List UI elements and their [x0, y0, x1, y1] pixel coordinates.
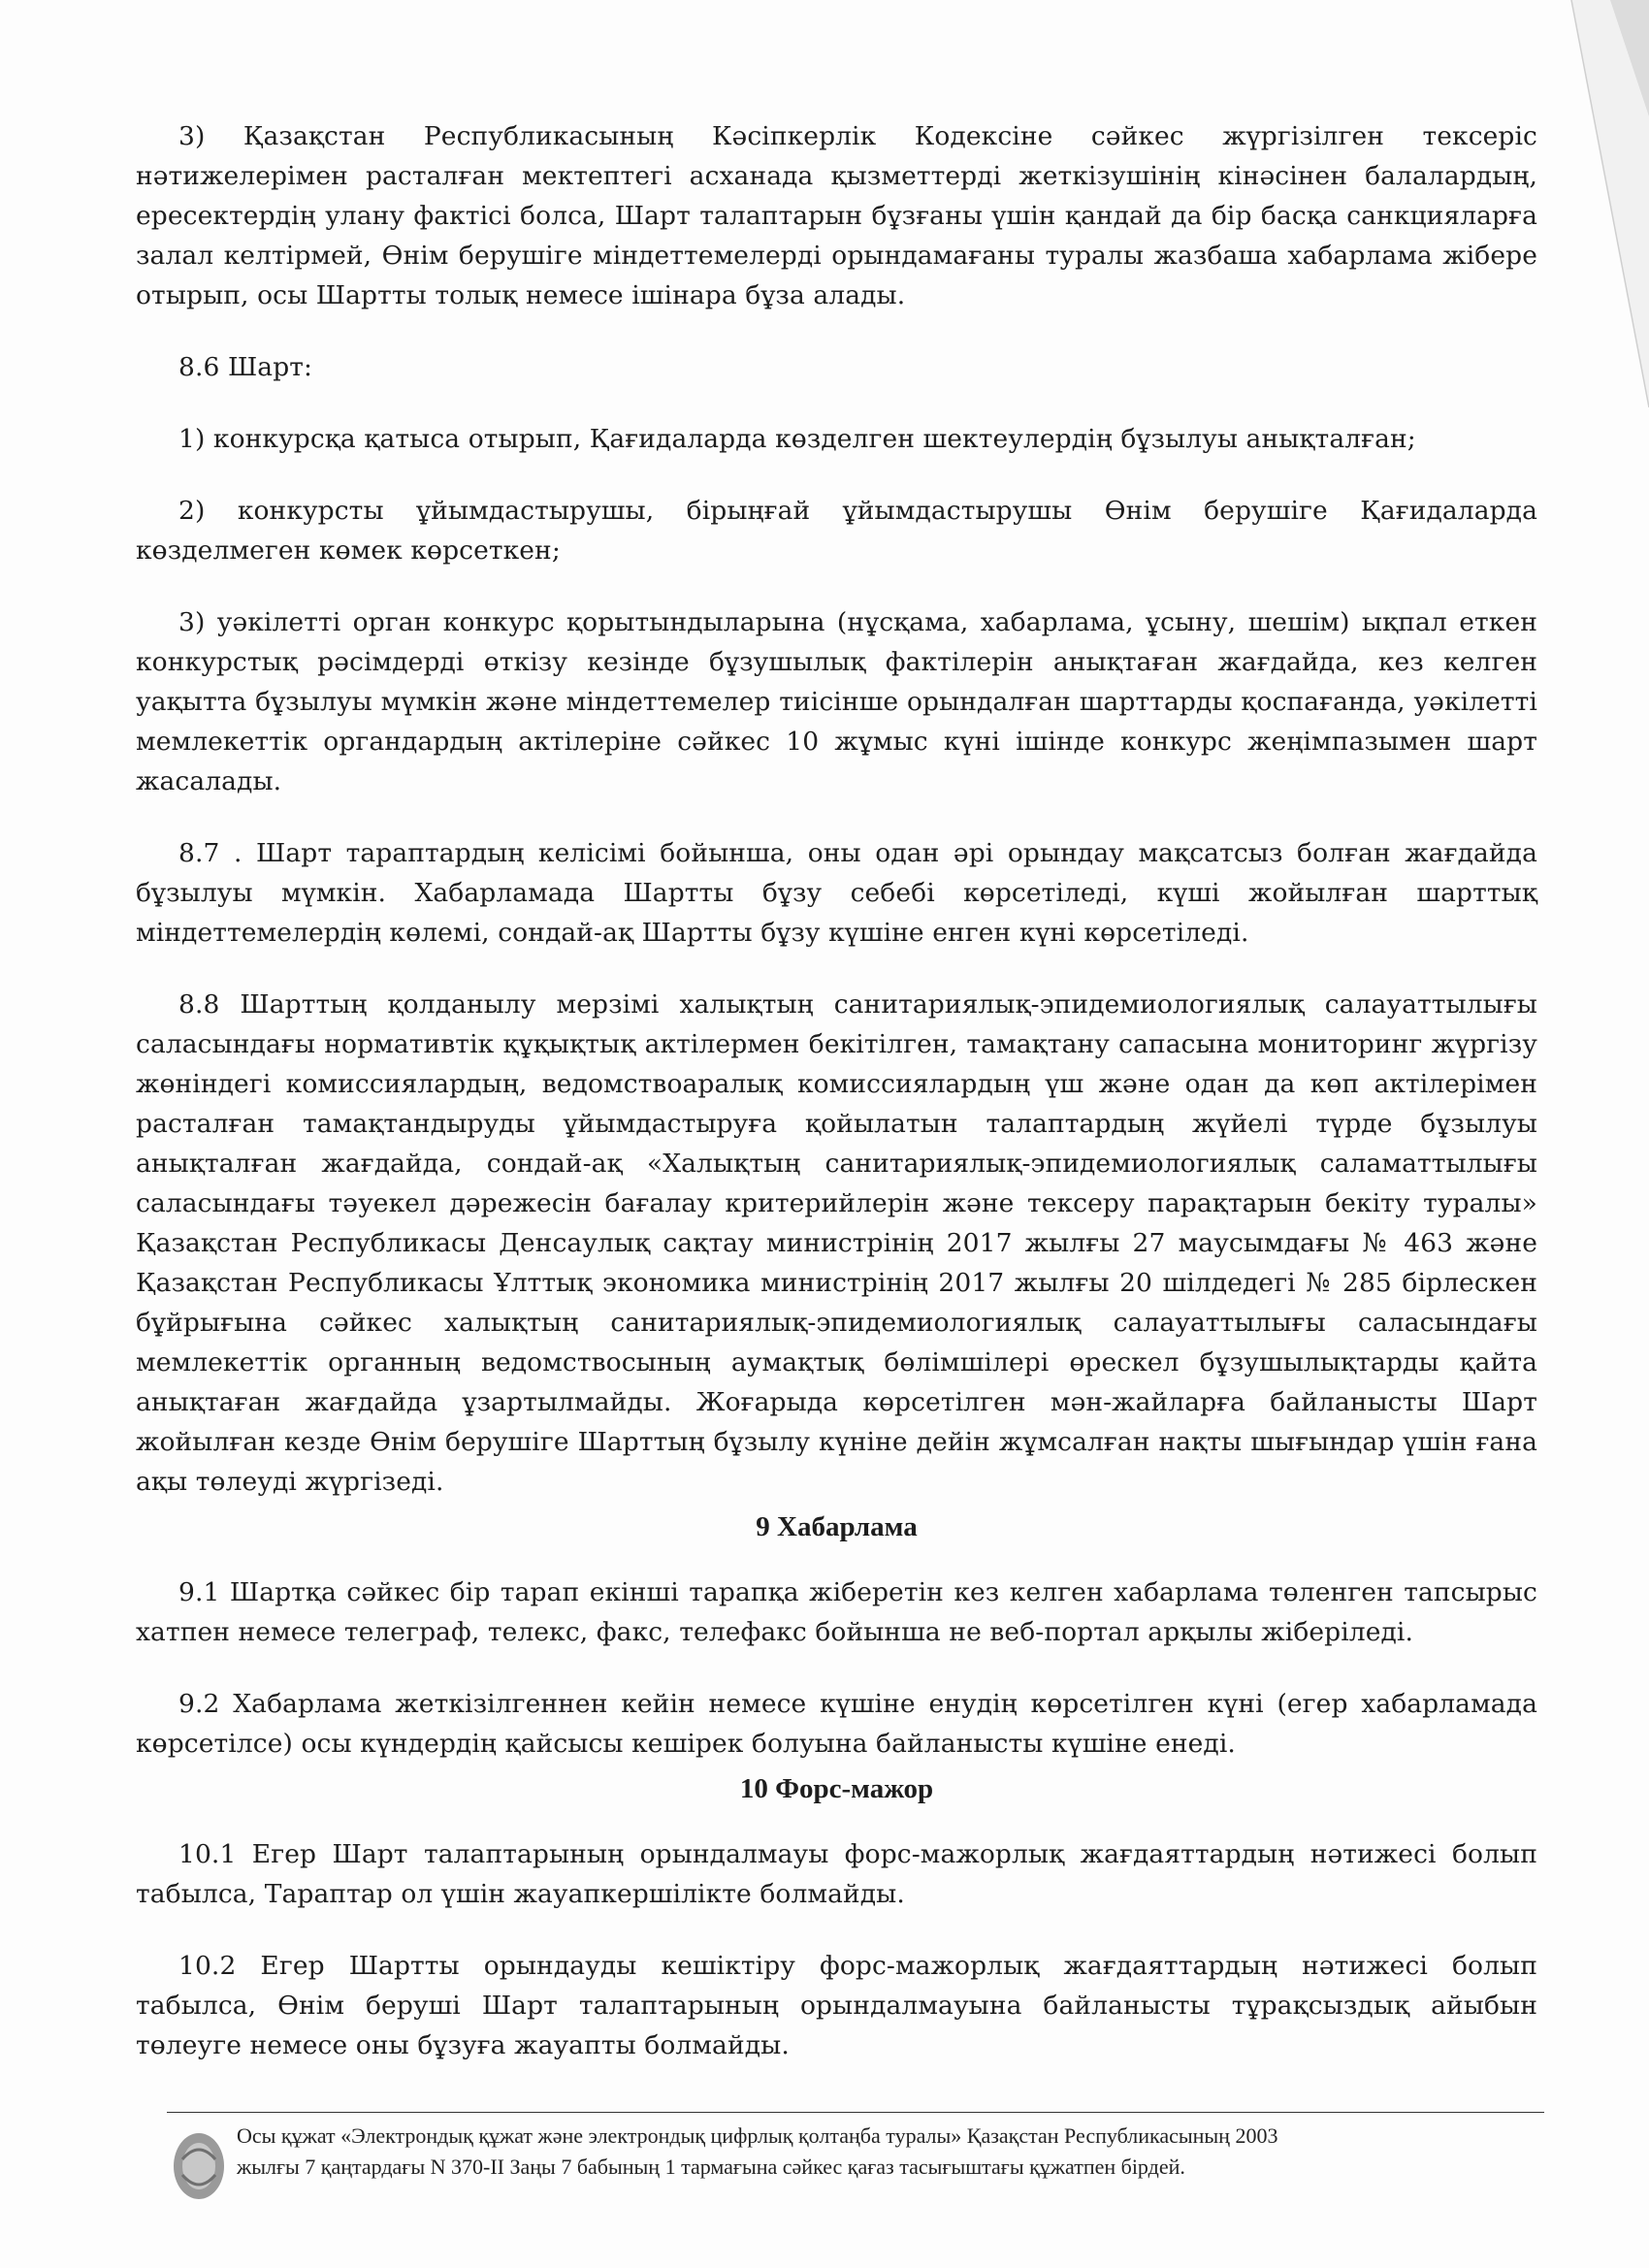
- paragraph-8-7: 8.7 . Шарт тараптардың келісімі бойынша, оны одан әрі орындау мақсатсыз болған жағдайда бұзылуы мүмкін. Хабарламада Шартты бұзу себебі көрсетіледі, күші жойылған шарттық міндеттемелердің көлемі, сондай-ақ Шартты бұзу күшіне енген күні көрсетіледі.: [136, 838, 1537, 948]
- paragraph-10-2: 10.2 Егер Шартты орындауды кешіктіру форс-мажорлық жағдаяттардың нәтижесі болып табылса, Өнім беруші Шарт талаптарының орындалмауына байланысты тұрақсыздық айыбын төлеуге немесе оны бұзуға жауапты болмайды.: [136, 1951, 1537, 2060]
- section-heading-9: 9 Хабарлама: [756, 1511, 918, 1542]
- paragraph-8-5-3: 3) Қазақстан Республикасының Кәсіпкерлік Кодексіне сәйкес жүргізілген тексеріс нәтижелерімен расталған мектептегі асханада қызметтерді жеткізушінің кінәсінен балалардың, ересектердің улану фактісі болса, Шарт талаптарын бұзғаны үшін қандай да бір басқа санкцияларға залал келтірмей, Өнім берушіге міндеттемелерді орындамағаны туралы жазбаша хабарлама жібере отырып, осы Шартты толық немесе ішінара бұза алады.: [136, 121, 1537, 310]
- paragraph-8-8: 8.8 Шарттың қолданылу мерзімі халықтың санитариялық-эпидемиологиялық салауаттылығы саласындағы нормативтік құқықтық актілермен бекітілген, тамақтану сапасына мониторинг жүргізу жөніндегі комиссиялардың, ведомствоаралық комиссиялардың үш және одан да көп актілерімен расталған тамақтандыруды ұйымдастыруға қойылатын талаптардың жүйелі түрде бұзылуы анықталған жағдайда, сондай-ақ «Халықтың санитариялық-эпидемиологиялық саламаттылығы саласындағы тәуекел дәрежесін бағалау критерийлерін және тексеру парақтарын бекіту туралы» Қазақстан Республикасы Денсаулық сақтау министрінің 2017 жылғы 27 маусымдағы № 463 және Қазақстан Республикасы Ұлттық экономика министрінің 2017 жылғы 20 шілдедегі № 285 бірлескен бұйрығына сәйкес халықтың санитариялық-эпидемиологиялық салауаттылығы саласындағы мемлекеттік органның ведомствосының аумақтық бөлімшілері өрескел бұзушылықтарды қайта анықтаған жағдайда ұзартылмайды. Жоғарыда көрсетілген мән-жайларға байланысты Шарт жойылған кезде Өнім берушіге Шарттың бұзылу күніне дейін жұмсалған нақты шығындар үшін ғана ақы төлеуді жүргізеді.: [136, 989, 1537, 1497]
- document-body: [136, 116, 1537, 2065]
- footer-legal-note: Осы құжат «Электрондық құжат және электрондық цифрлық қолтаңба туралы» Қазақстан Республикасының 2003 жылғы 7 қаңтардағы N 370-II Заңы 7 бабының 1 тармағына сәйкес қағаз тасығыштағы құжатпен бірдей.: [237, 2123, 1278, 2179]
- paragraph-8-6-1: 1) конкурсқа қатыса отырып, Қағидаларда көзделген шектеулердің бұзылуы анықталған;: [178, 424, 1416, 454]
- paragraph-9-1: 9.1 Шартқа сәйкес бір тарап екінші тарапқа жіберетін кез келген хабарлама төленген тапсырыс хатпен немесе телеграф, телекс, факс, телефакс бойынша не веб-портал арқылы жіберіледі.: [136, 1577, 1537, 1647]
- paragraph-9-2: 9.2 Хабарлама жеткізілгеннен кейін немесе күшіне енудің көрсетілген күні (егер хабарламада көрсетілсе) осы күндердің қайсысы кешірек болуына байланысты күшіне енеді.: [136, 1689, 1537, 1759]
- kz-egov-seal-icon: [171, 2130, 227, 2202]
- paragraph-10-1: 10.1 Егер Шарт талаптарының орындалмауы форс-мажорлық жағдаяттардың нәтижесі болып табылса, Тараптар ол үшін жауапкершілікте болмайды.: [136, 1839, 1537, 1909]
- paragraph-8-6-3: 3) уәкілетті орган конкурс қорытындыларына (нұсқама, хабарлама, ұсыну, шешім) ықпал еткен конкурстық рәсімдерді өткізу кезінде бұзушылық фактілерін анықтаған жағдайда, кез келген уақытта бұзылуы мүмкін және міндеттемелер тиісінше орындалған шарттарды қоспағанда, уәкілетті мемлекеттік органдардың актілеріне сәйкес 10 жұмыс күні ішінде конкурс жеңімпазымен шарт жасалады.: [136, 607, 1537, 796]
- section-heading-10: 10 Форс-мажор: [739, 1773, 934, 1804]
- paragraph-8-6-2: 2) конкурсты ұйымдастырушы, бірыңғай ұйымдастырушы Өнім берушіге Қағидаларда көзделмеген көмек көрсеткен;: [136, 496, 1537, 566]
- paragraph-8-6: 8.6 Шарт:: [178, 352, 313, 382]
- footer-divider: [167, 2112, 1544, 2113]
